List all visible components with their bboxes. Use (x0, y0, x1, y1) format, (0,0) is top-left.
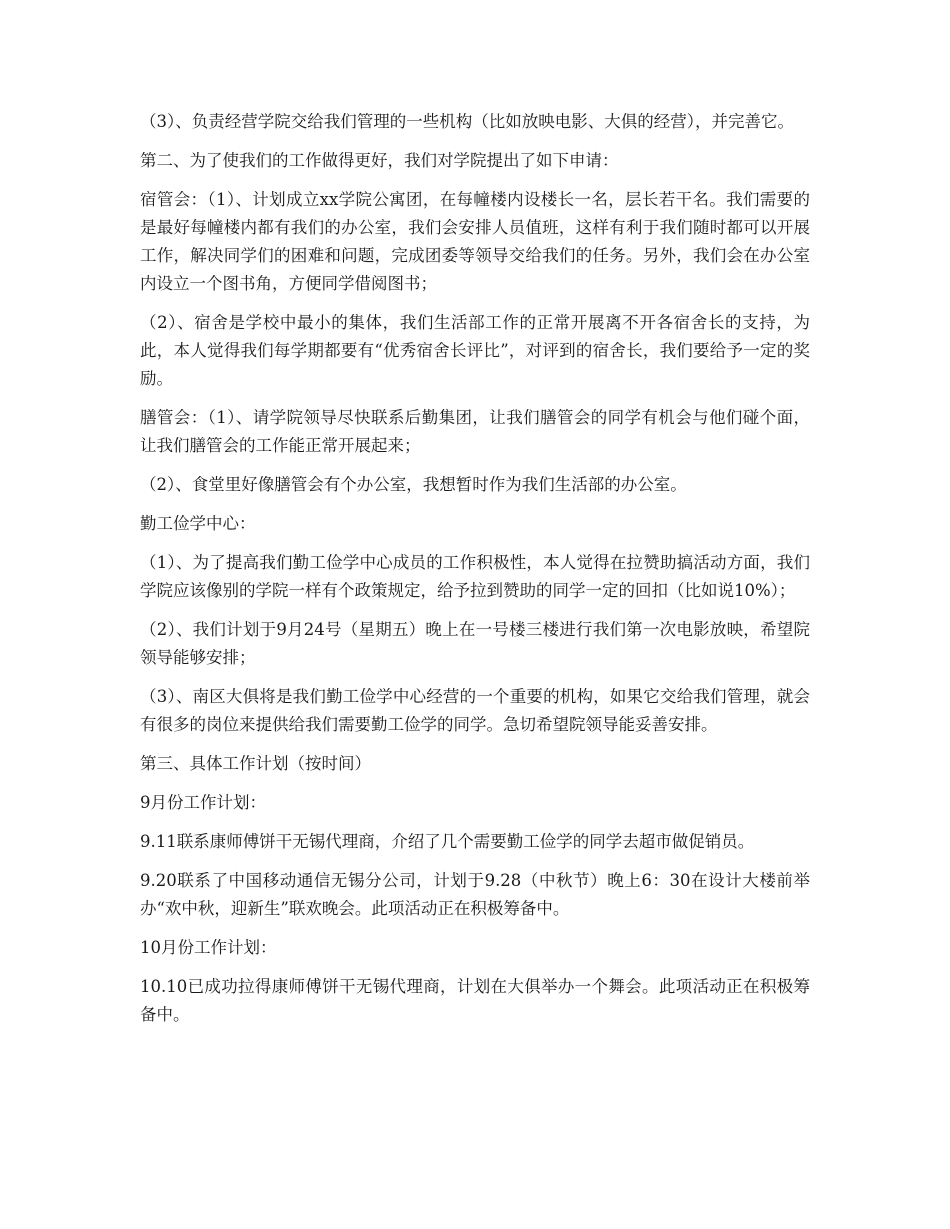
subheading-september-plan: 9月份工作计划： (140, 793, 266, 812)
paragraph-plan-9-11: 9.11联系康师傅饼干无锡代理商，介绍了几个需要勤工俭学的同学去超市做促销员。 (140, 832, 755, 851)
paragraph-work-study-2: （2）、我们计划于9月24号（星期五）晚上在一号楼三楼进行我们第一次电影放映，希望院领导能够安排； (140, 620, 810, 667)
paragraph-work-study-3: （3）、南区大俱将是我们勤工俭学中心经营的一个重要的机构，如果它交给我们管理，就会有很多的岗位来提供给我们需要勤工俭学的同学。急切希望院领导能妥善安排。 (140, 687, 810, 734)
paragraph-canteen-committee-1: 膳管会：（1）、请学院领导尽快联系后勤集团，让我们膳管会的同学有机会与他们碰个面，让我们膳管会的工作能正常开展起来； (140, 408, 810, 455)
document-body (140, 108, 810, 1040)
section-heading-second: 第二、为了使我们的工作做得更好，我们对学院提出了如下申请： (140, 151, 619, 170)
paragraph-item-3-operations: （3）、负责经营学院交给我们管理的一些机构（比如放映电影、大俱的经营），并完善它。 (140, 112, 794, 131)
section-heading-third: 第三、具体工作计划（按时间） (140, 754, 371, 773)
paragraph-work-study-1: （1）、为了提高我们勤工俭学中心成员的工作积极性，本人觉得在拉赞助搞活动方面，我们学院应该像别的学院一样有个政策规定，给予拉到赞助的同学一定的回扣（比如说10%）； (140, 553, 810, 600)
paragraph-plan-10-10: 10.10已成功拉得康师傅饼干无锡代理商，计划在大俱举办一个舞会。此项活动正在积极筹备中。 (140, 977, 810, 1024)
paragraph-plan-9-20: 9.20联系了中国移动通信无锡分公司，计划于9.28（中秋节）晚上6：30在设计大楼前举办“欢中秋，迎新生”联欢晚会。此项活动正在积极筹备中。 (140, 871, 810, 918)
paragraph-canteen-committee-2: （2）、食堂里好像膳管会有个办公室，我想暂时作为我们生活部的办公室。 (140, 475, 687, 494)
paragraph-dorm-committee-2: （2）、宿舍是学校中最小的集体，我们生活部工作的正常开展离不开各宿舍长的支持，为此，本人觉得我们每学期都要有“优秀宿舍长评比”，对评到的宿舍长，我们要给予一定的奖励。 (140, 313, 810, 388)
paragraph-dorm-committee-1: 宿管会：（1）、计划成立xx学院公寓团，在每幢楼内设楼长一名，层长若干名。我们需要的是最好每幢楼内都有我们的办公室，我们会安排人员值班，这样有利于我们随时都可以开展工作，解决同学们的困难和问题，完成团委等领导交给我们的任务。另外，我们会在办公室内设立一个图书角，方便同学借阅图书； (140, 190, 810, 293)
subheading-october-plan: 10月份工作计划： (140, 938, 277, 957)
subheading-work-study-center: 勤工俭学中心： (140, 514, 256, 533)
